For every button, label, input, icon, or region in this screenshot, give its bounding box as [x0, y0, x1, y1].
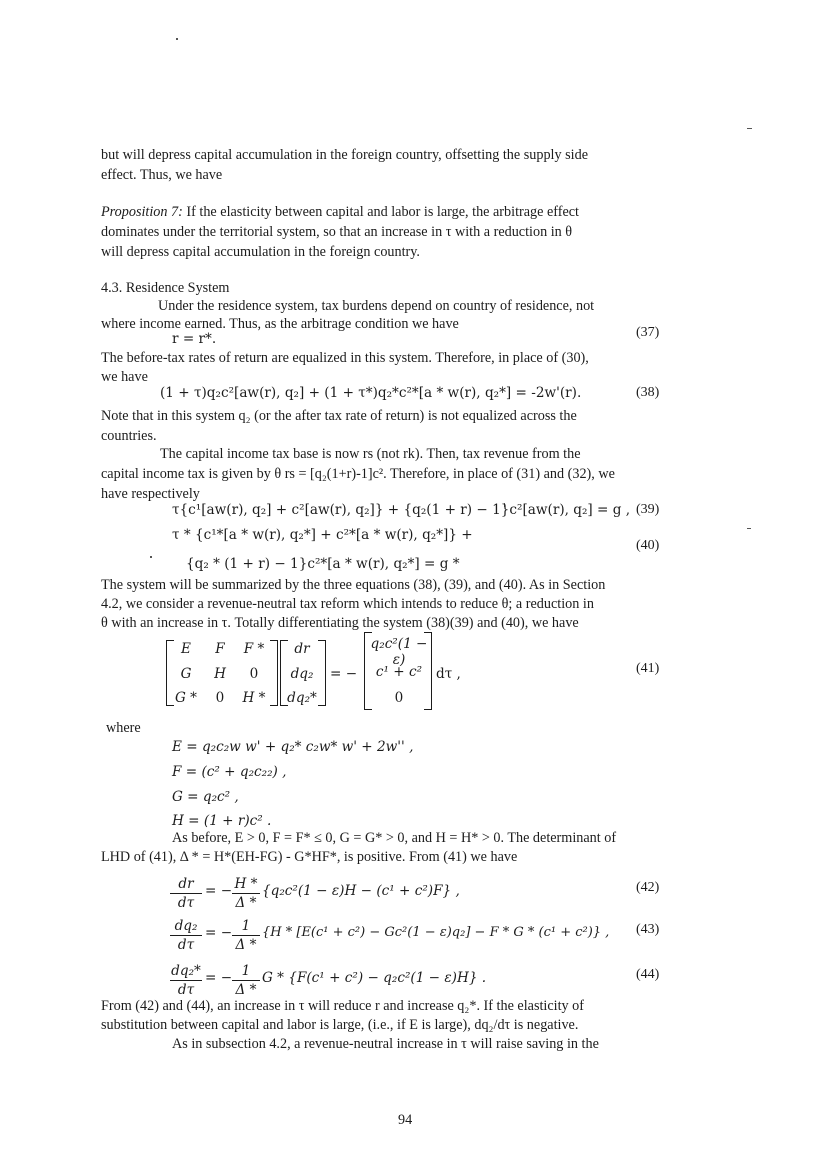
proposition-line	[101, 204, 579, 221]
section-heading: 4.3. Residence System	[101, 280, 230, 296]
matrix-bracket-right	[270, 640, 278, 706]
rhs-cell: 0	[394, 690, 404, 706]
equation-number: (43)	[636, 922, 660, 937]
paragraph-line: The capital income tax base is now rs (not rk). Then, tax revenue from the	[160, 446, 581, 462]
vector-cell: dq₂*	[287, 690, 317, 706]
fraction-numerator: H *	[234, 876, 258, 892]
equation-40-line-1: τ * {c¹*[a * w(r), q₂*] + c²*[a * w(r), q₂*]} +	[172, 527, 473, 543]
paragraph-line: where income earned. Thus, as the arbitrage condition we have	[101, 316, 459, 332]
page-number: 94	[398, 1112, 413, 1128]
fraction-denominator: Δ *	[232, 935, 260, 954]
fraction-denominator: Δ *	[232, 980, 260, 999]
equation-number: (40)	[636, 538, 660, 553]
fraction-denominator: dτ	[170, 935, 202, 954]
paragraph-line: The system will be summarized by the three equations (38), (39), and (40). As in Section	[101, 577, 606, 593]
proposition-line: will depress capital accumulation in the foreign country.	[101, 244, 420, 260]
eq44-body: G * {F(c¹ + c²) − q₂c²(1 − ε)H} .	[262, 970, 487, 986]
eq43-lhs-fraction	[170, 917, 202, 954]
matrix-cell: 0	[249, 666, 259, 682]
intro-line: but will depress capital accumulation in the foreign country, offsetting the supply side	[101, 147, 588, 163]
vector-cell: dq₂	[290, 666, 314, 682]
scan-speck	[747, 528, 751, 529]
equation-number: (38)	[636, 385, 660, 400]
definition-e: E = q₂c₂w w' + q₂* c₂w* w' + 2w'' ,	[172, 739, 414, 755]
proposition-line: dominates under the territorial system, so that an increase in τ with a reduction in θ	[101, 224, 573, 240]
fraction-numerator: dq₂*	[171, 963, 201, 979]
equation-37: r = r*.	[172, 331, 217, 347]
fraction-denominator: dτ	[170, 980, 202, 999]
equals-minus: = −	[205, 970, 233, 986]
eq44-lhs-fraction	[170, 962, 202, 999]
paragraph-line: substitution between capital and labor is large, (i.e., if E is large), dq₂/dτ is negative.	[101, 1017, 579, 1033]
paragraph-line: θ with an increase in τ. Totally differentiating the system (38)(39) and (40), we have	[101, 615, 579, 631]
definition-h: H = (1 + r)c² .	[172, 813, 272, 829]
scan-speck	[150, 556, 152, 558]
equation-number: (39)	[636, 502, 660, 517]
eq43-coef-fraction	[232, 917, 260, 954]
equals-minus: = −	[205, 925, 233, 941]
fraction-numerator: dq₂	[174, 918, 198, 934]
rhs-cell: q₂c²(1 − ε)	[370, 636, 428, 668]
equation-number: (44)	[636, 967, 660, 982]
paragraph-line: countries.	[101, 428, 157, 444]
matrix-cell: E	[181, 641, 191, 657]
paragraph-line: Note that in this system q₂ (or the after tax rate of return) is not equalized across the	[101, 408, 577, 424]
d-tau: dτ ,	[436, 666, 461, 682]
fraction-denominator: Δ *	[232, 893, 260, 912]
equation-39: τ{c¹[aw(r), q₂] + c²[aw(r), q₂]} + {q₂(1 + r) − 1}c²[aw(r), q₂] = g ,	[172, 502, 631, 518]
equation-number: (41)	[636, 661, 660, 676]
paragraph-line: The before-tax rates of return are equalized in this system. Therefore, in place of (30),	[101, 350, 589, 366]
fraction-numerator: 1	[241, 963, 251, 979]
paragraph-line: From (42) and (44), an increase in τ will reduce r and increase q₂*. If the elasticity of	[101, 998, 584, 1014]
scan-speck	[747, 128, 752, 129]
equals-minus: = −	[205, 883, 233, 899]
paragraph-line: we have	[101, 369, 148, 385]
fraction-denominator: dτ	[170, 893, 202, 912]
paragraph-line: have respectively	[101, 486, 200, 502]
paragraph-line: 4.2, we consider a revenue-neutral tax reform which intends to reduce θ; a reduction in	[101, 596, 594, 612]
vector-bracket-right	[318, 640, 326, 706]
matrix-cell: H *	[242, 690, 266, 706]
eq42-lhs-fraction	[170, 875, 202, 912]
equation-40-line-2: {q₂ * (1 + r) − 1}c²*[a * w(r), q₂*] = g *	[186, 556, 460, 572]
equals-minus: = −	[330, 666, 358, 682]
matrix-cell: G	[180, 666, 192, 682]
matrix-cell: F	[215, 641, 225, 657]
matrix-cell: 0	[215, 690, 225, 706]
eq43-body: {H * [E(c¹ + c²) − Gc²(1 − ε)q₂] − F * G * (c¹ + c²)} ,	[262, 925, 610, 940]
matrix-cell: G *	[175, 690, 197, 706]
fraction-numerator: dr	[178, 876, 194, 892]
eq42-body: {q₂c²(1 − ε)H − (c¹ + c²)F} ,	[262, 883, 460, 899]
paragraph-line: As in subsection 4.2, a revenue-neutral increase in τ will raise saving in the	[172, 1036, 599, 1052]
proposition-label: Proposition 7:	[101, 204, 183, 220]
where-label: where	[106, 720, 141, 736]
equation-number: (42)	[636, 880, 660, 895]
rhs-bracket-right	[424, 632, 432, 710]
definition-g: G = q₂c² ,	[172, 789, 239, 805]
definition-f: F = (c² + q₂c₂₂) ,	[172, 764, 287, 780]
paragraph-line: Under the residence system, tax burdens depend on country of residence, not	[158, 298, 595, 314]
equation-38: (1 + τ)q₂c²[aw(r), q₂] + (1 + τ*)q₂*c²*[a * w(r), q₂*] = -2w'(r).	[160, 385, 582, 401]
proposition-text: If the elasticity between capital and labor is large, the arbitrage effect	[186, 204, 579, 220]
fraction-numerator: 1	[241, 918, 251, 934]
paragraph-line: As before, E > 0, F = F* ≤ 0, G = G* > 0, and H = H* > 0. The determinant of	[172, 830, 617, 846]
equation-number: (37)	[636, 325, 660, 340]
matrix-cell: H	[214, 666, 226, 682]
paragraph-line: capital income tax is given by θ rs = [q₂(1+r)-1]c². Therefore, in place of (31) and (32), we	[101, 466, 615, 482]
scan-speck	[176, 38, 178, 40]
rhs-cell: c¹ + c²	[375, 664, 423, 680]
eq42-coef-fraction	[232, 875, 260, 912]
vector-cell: dr	[294, 641, 310, 657]
intro-line: effect. Thus, we have	[101, 167, 223, 183]
eq44-coef-fraction	[232, 962, 260, 999]
matrix-cell: F *	[243, 641, 265, 657]
paragraph-line: LHD of (41), Δ * = H*(EH-FG) - G*HF*, is positive. From (41) we have	[101, 849, 518, 865]
